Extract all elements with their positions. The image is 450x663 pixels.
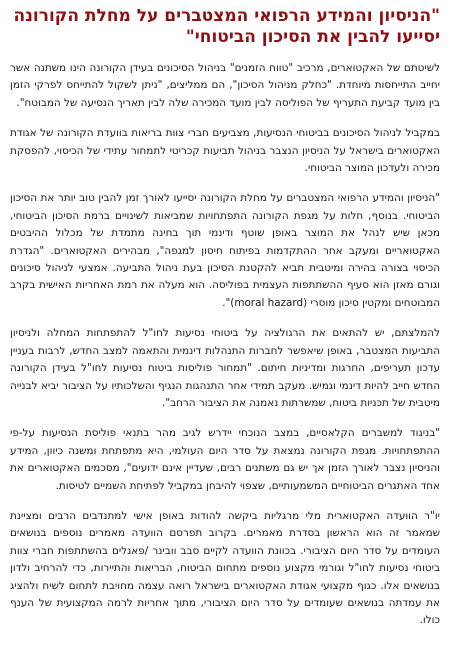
article-body xyxy=(10,60,440,630)
article-paragraph: "הניסיון והמידע הרפואי המצטברים על מחלת הקורונה יסייעו לאורך זמן להבין טוב יותר את הסיכון הביטוחי. בנוסף, חלות על מגפת הקורונה התפתחויות שמביאות לשינויים ברמת הסיכון הביטוחי, מכאן שיש לנהל את המוצר באופן שוטף ודינמי תוך בחינה מתמדת של מכלול ההיבטים האקטואריים ומעקב אחר ההתקדמות בפיתוח חיסון למגפה", מבהירים האקטוארים. "הגדרת הכיסוי בצורה בהירה ומיטבית תביא להקטנת הסיכון בעת ניהול התביעה. אמצעי לניהול סיכונים וגורם מאזן הוא סעיף ההשתתפות העצמית בפוליסה. הוא מעלה את רמת האחריות האישית בקרב המבוטחים ומקטין סיכון מוסרי (moral hazard)". xyxy=(10,192,440,309)
article-paragraph: לשיטתם של האקטוארים, מרכיב "טווח הזמנים" בניהול הסיכונים בעידן הקורונה הינו משתנה אשר יחייב התייחסות מיוחדת. "כחלק מניהול הסיכון", הם ממליצים, "ניתן לשקול להתייחס לפרקי הזמן בין מועד קביעת התעריף של הפוליסה לבין מועד המכירה שלה לבין תאריך הנסיעה של המבוטח". xyxy=(10,62,440,109)
article-headline: "הניסיון והמידע הרפואי המצטברים על מחלת הקורונה יסייעו להבין את הסיכון הביטוחי" xyxy=(13,6,440,47)
article-paragraph: יו"ר הוועדה האקטוארית מלי מרגליות ביקשה להודות באופן אישי למתנדבים הרבים ומציינת שמאמר זה הוא הראשון בסדרת מאמרים. בקרוב תפרסם הוועדה מאמרים נוספים בנושאים העומדים על סדר היום הציבורי. בכוונת הוועדה לקיים סבב וובינר /פאנלים בהשתתפות חברי צוות ביטוחי נסיעות לחו"ל וגורמי מקצוע נוספים מתחום הביטוח, הבריאות והתיירות, כדי להרחיב ולדון בנושאים אלו. כגוף מקצועי אגודת האקטוארים בישראל רואה עצמה מחויבת לתחום לשיח ולהציג את עמדתה בנושאים שעומדים על סדר היום הציבורי, מתוך אחריות לרמה המקצועית של הענף כולו. xyxy=(10,509,440,627)
article-paragraph: להמלצתם, יש להתאים את הרגולציה על ביטוחי נסיעות לחו"ל להתפתחות המחלה ולניסיון התביעות המצטבר, באופן שיאפשר לחברות התנהלות דינמית והתאמה למצב החדש, לרבות בעניין עדכון תעריפים, החרגות ומדיניות חיתום. "תמחור פוליסות ביטוח נסיעות לחו"ל בעידן הקורונה החדש חייב להיות דינמי וגמיש. מעקב תמידי אחר התנהגות הנגיף והשלכותיו על הציבור יביא לבנייה מיטבית של תכניות ביטוח, שמשרתות נאמנה את הציבור הרחב". xyxy=(10,327,440,409)
article-paragraph: במקביל לניהול הסיכונים בביטוחי הנסיעות, מצביעים חברי צוות בריאות בוועדת הקורונה של אגודת האקטוארים בישראל על הניסיון הנצבר בניהול תביעות קכריטי לתמחור עתידי של הכיסוי, להפסקת מכירה ולעדכון המוצר הביטוחי. xyxy=(10,127,440,175)
article xyxy=(10,0,440,630)
article-paragraph: "בניגוד למשברים הקלאסיים, במצב הנוכחי יידרש לגיב מהר בתנאי פוליסת הנסיעות על-פי ההתפתחויות. מגפת הקורונה נמצאת על סדר היום העולמי, היא מתפתחת ומשנה כיוון, המידע והניסיון נצבר לאורך הזמן אך יש גם משתנים רבים, שעדיין אינם ידועים", מסכמים האקטוארים את אחד האתגרים הביטוחיים המשמעותיים, שצפוי להיבחן במקביל לפתיחת השמיים לטיסות. xyxy=(10,427,440,492)
